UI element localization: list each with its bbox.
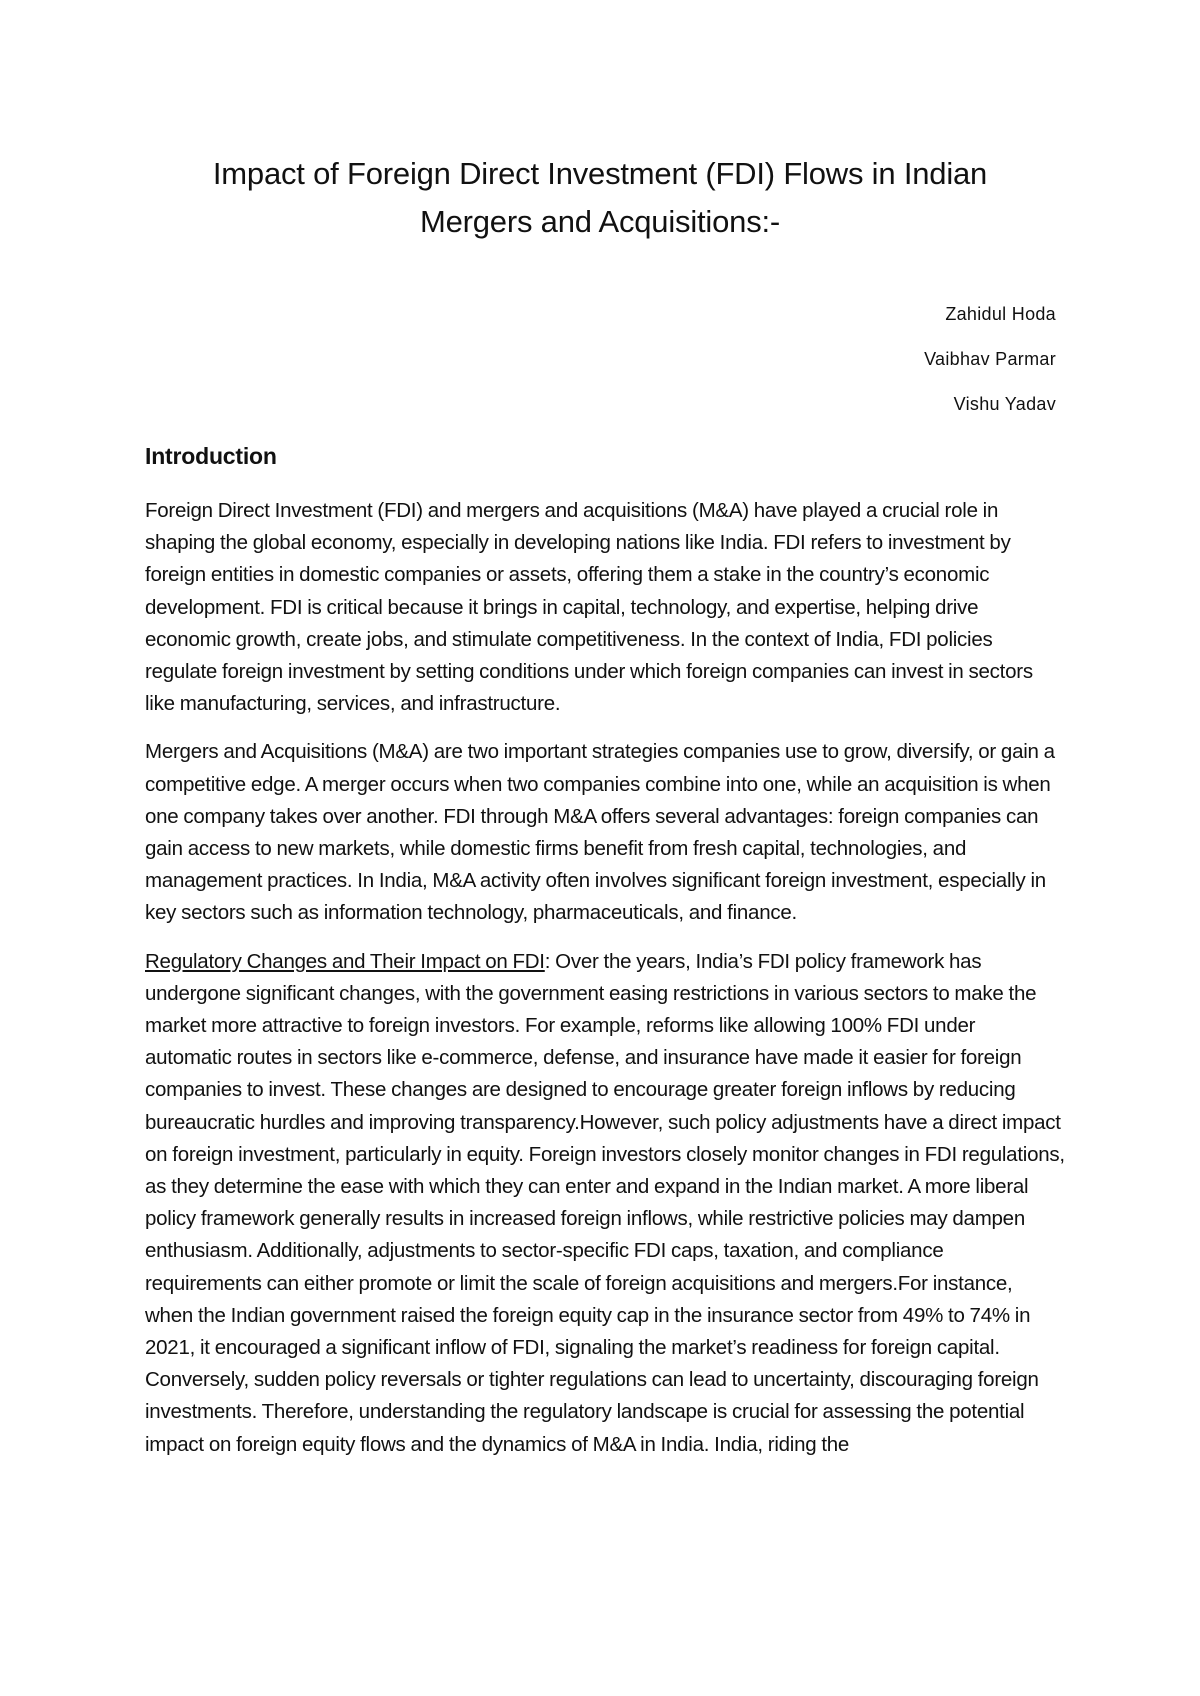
paragraph-subheading: Regulatory Changes and Their Impact on FDI <box>145 949 545 973</box>
author-list <box>600 303 1056 438</box>
title-line-1: Impact of Foreign Direct Investment (FDI) Flows in Indian <box>212 156 988 191</box>
author-name: Zahidul Hoda <box>945 304 1056 324</box>
section-heading-introduction: Introduction <box>145 443 277 469</box>
paragraph-intro-fdi: Foreign Direct Investment (FDI) and mergers and acquisitions (M&A) have played a crucial role in shaping the global economy, especially in developing nations like India. FDI refers to investment by foreign entities in domestic companies or assets, offering them a stake in the country’s economic development. FDI is critical because it brings in capital, technology, and expertise, helping drive economic growth, create jobs, and stimulate competitiveness. In the context of India, FDI policies regulate foreign investment by setting conditions under which foreign companies can invest in sectors like manufacturing, services, and infrastructure. <box>145 499 1033 716</box>
document-title <box>145 150 1055 246</box>
paragraph-subheading-colon: : <box>544 949 551 973</box>
author-name: Vaibhav Parmar <box>924 349 1056 369</box>
paragraph-regulatory-changes <box>145 946 1065 1461</box>
paragraph-text: Over the years, India’s FDI policy framework has undergone significant changes, with the government easing restrictions in various sectors to make the market more attractive to foreign investors. For example, reforms like allowing 100% FDI under automatic routes in sectors like e-commerce, defense, and insurance have made it easier for foreign companies to invest. These changes are designed to encourage greater foreign inflows by reducing bureaucratic hurdles and improving transparency.However, such policy adjustments have a direct impact on foreign investment, particularly in equity. Foreign investors closely monitor changes in FDI regulations, as they determine the ease with which they can enter and expand in the Indian market. A more liberal policy framework generally results in increased foreign inflows, while restrictive policies may dampen enthusiasm. Additionally, adjustments to sector-specific FDI caps, taxation, and compliance requirements can either promote or limit the scale of foreign acquisitions and mergers.For instance, when the Indian government raised the foreign equity cap in the insurance sector from 49% to 74% in 2021, it encouraged a significant inflow of FDI, signaling the market’s readiness for foreign capital. Conversely, sudden policy reversals or tighter regulations can lead to uncertainty, discouraging foreign investments. Therefore, understanding the regulatory landscape is crucial for assessing the potential impact on foreign equity flows and the dynamics of M&A in India. India, riding the <box>145 949 1065 1456</box>
title-line-2: Mergers and Acquisitions:- <box>419 204 781 239</box>
paragraph-intro-mna: Mergers and Acquisitions (M&A) are two important strategies companies use to grow, diversify, or gain a competitive edge. A merger occurs when two companies combine into one, while an acquisition is when one company takes over another. FDI through M&A offers several advantages: foreign companies can gain access to new markets, while domestic firms benefit from fresh capital, technologies, and management practices. In India, M&A activity often involves significant foreign investment, especially in key sectors such as information technology, pharmaceuticals, and finance. <box>145 740 1055 925</box>
author-name: Vishu Yadav <box>953 394 1056 414</box>
document-body <box>145 495 1065 1477</box>
